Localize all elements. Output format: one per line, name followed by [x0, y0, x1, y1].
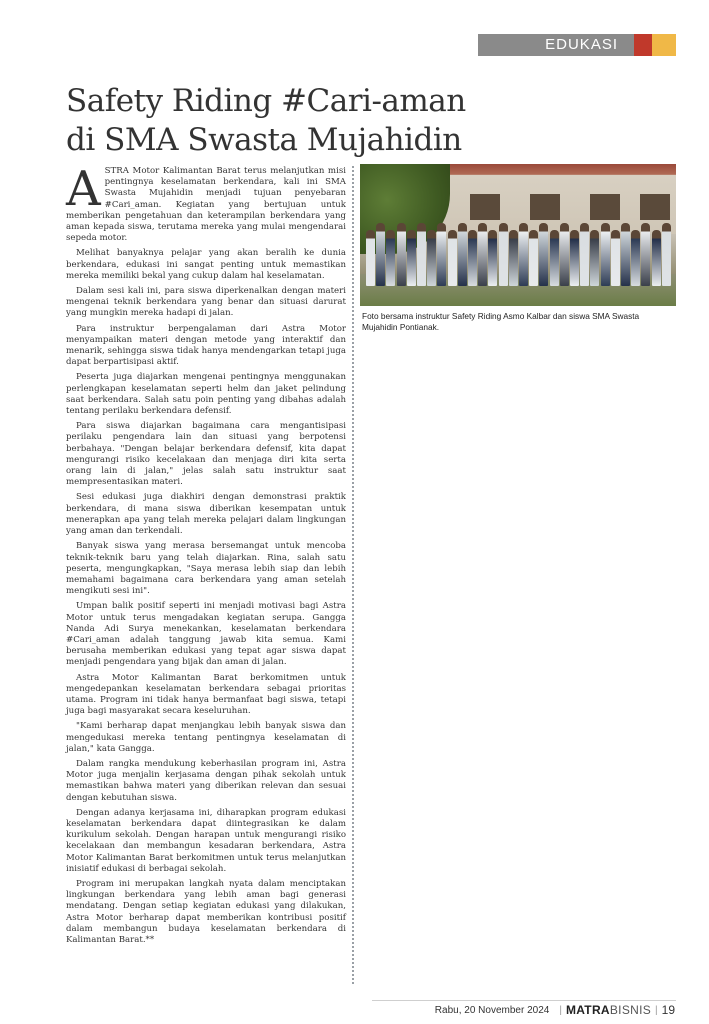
body-paragraph: Astra Motor Kalimantan Barat berkomitmen untuk mengedepankan keselamatan berkendara sebagai prioritas utama. Program ini tidak hanya bermanfaat bagi siswa, tetapi juga bagi masyarakat secara keseluruhan. [66, 672, 346, 717]
photo-person [611, 230, 620, 286]
body-paragraph: Para siswa diajarkan bagaimana cara mengantisipasi perilaku pengendara lain dan situasi yang berpotensi berbahaya. "Dengan belajar berkendara defensif, kita dapat mengurangi risiko kecelakaan dan menjaga diri kita serta orang lain di jalan," jelas salah satu instruktur saat mempresentasikan materi. [66, 421, 346, 488]
photo-person [499, 223, 508, 286]
photo-person [478, 223, 487, 286]
article-title-line-2: di SMA Swasta Mujahidin [66, 122, 462, 158]
footer-brand-bold: MATRA [565, 1003, 610, 1017]
photo-person [397, 223, 406, 286]
photo-person [407, 230, 416, 286]
photo-person [560, 223, 569, 286]
photo-window [530, 194, 560, 220]
group-photo [360, 164, 676, 306]
body-paragraph: "Kami berharap dapat menjangkau lebih banyak siswa dan mengedukasi mereka tentang pentingnya keselamatan di jalan," kata Gangga. [66, 721, 346, 754]
body-paragraph: Peserta juga diajarkan mengenai pentingnya menggunakan perlengkapan keselamatan seperti helm dan jaket pelindung saat berkendara. Salah satu poin penting yang dibahas adalah tentang perilaku berkendara defensif. [66, 372, 346, 417]
article-title-line-1: Safety Riding #Cari-aman [66, 83, 466, 119]
photo-person [376, 223, 385, 286]
footer-separator: | [559, 1004, 562, 1016]
photo-person [601, 223, 610, 286]
column-divider [352, 166, 354, 984]
article-title [66, 82, 486, 160]
photo-person [519, 223, 528, 286]
footer-rule [372, 1000, 676, 1001]
footer-separator: | [655, 1004, 658, 1016]
photo-person [417, 223, 426, 286]
photo-person [641, 223, 650, 286]
section-bar-orange-accent [652, 34, 676, 56]
photo-person [652, 230, 661, 286]
body-paragraph: Dengan adanya kerjasama ini, diharapkan program edukasi keselamatan berkendara dapat diintegrasikan ke dalam kurikulum sekolah. Dengan harapan untuk mengurangi risiko kecelakaan dan membangun kesadaran berkendara, Astra Motor Kalimantan Barat berkomitmen untuk terus melanjutkan inisiatif edukasi di berbagai sekolah. [66, 807, 346, 874]
photo-person [468, 230, 477, 286]
drop-cap: A [66, 161, 101, 217]
photo-person [580, 223, 589, 286]
photo-person [529, 230, 538, 286]
photo-window [470, 194, 500, 220]
body-paragraph: Sesi edukasi juga diakhiri dengan demonstrasi praktik berkendara, di mana siswa diberikan kesempatan untuk menerapkan apa yang telah mereka pelajari dalam lingkungan yang aman dan terkendali. [66, 492, 346, 537]
section-header-bar [478, 34, 676, 56]
footer-brand-light: BISNIS [609, 1003, 652, 1017]
photo-window [640, 194, 670, 220]
photo-person [550, 230, 559, 286]
photo-person [621, 223, 630, 286]
photo-person [458, 223, 467, 286]
photo-person [488, 230, 497, 286]
section-label: EDUKASI [545, 36, 618, 53]
photo-person [539, 223, 548, 286]
article-body [66, 161, 346, 950]
photo-person [662, 223, 671, 286]
page-footer [435, 1002, 675, 1018]
photo-person [509, 230, 518, 286]
photo-person [570, 230, 579, 286]
photo-person [366, 230, 375, 286]
body-paragraph: Melihat banyaknya pelajar yang akan beralih ke dunia berkendara, edukasi ini sangat penting untuk memastikan mereka memiliki bekal yang cukup dalam hal keselamatan. [66, 248, 346, 281]
footer-date: Rabu, 20 November 2024 [434, 1004, 550, 1016]
body-paragraph: Dalam sesi kali ini, para siswa diperkenalkan dengan materi mengenai teknik berkendara yang benar dan situasi darurat yang mungkin mereka hadapi di jalan. [66, 286, 346, 319]
photo-person [590, 230, 599, 286]
body-paragraph: Umpan balik positif seperti ini menjadi motivasi bagi Astra Motor untuk terus mengadakan kegiatan serupa. Gangga Nanda Adi Surya menekankan, keselamatan berkendara #Cari_aman adalah tanggung jawab kita semua. Kami berusaha memberikan edukasi yang tepat agar siswa dapat menjadi pengendara yang bijak dan aman di jalan. [66, 601, 346, 668]
page-number: 19 [661, 1003, 675, 1017]
paragraph-text: STRA Motor Kalimantan Barat terus melanjutkan misi pentingnya keselamatan berkendara, kali ini SMA Swasta Mujahidin menjadi tujuan penyebaran #Cari_aman. Kegiatan yang bertujuan untuk memberikan pengetahuan dan keterampilan berkendara yang aman kepada siswa, terutama mereka yang mulai mengendarai sepeda motor. [66, 166, 346, 244]
photo-caption: Foto bersama instruktur Safety Riding Asmo Kalbar dan siswa SMA Swasta Mujahidin Pontianak. [362, 311, 640, 332]
section-bar-red-accent [634, 34, 652, 56]
body-paragraph: Banyak siswa yang merasa bersemangat untuk mencoba teknik-teknik baru yang telah diajarkan. Rina, salah satu peserta, mengungkapkan, "Saya merasa lebih siap dan lebih memahami bagaimana cara berkendara yang aman setelah mengikuti sesi ini". [66, 541, 346, 597]
photo-person [437, 223, 446, 286]
body-paragraph: Dalam rangka mendukung keberhasilan program ini, Astra Motor juga menjalin kerjasama dengan pihak sekolah untuk memastikan bahwa materi yang diberikan relevan dan sesuai dengan kebutuhan siswa. [66, 758, 346, 803]
body-paragraph: Program ini merupakan langkah nyata dalam menciptakan lingkungan berkendara yang lebih aman bagi generasi mendatang. Dengan setiap kegiatan edukasi yang dilakukan, Astra Motor berharap dapat memberikan kontribusi positif dalam membangun budaya keselamatan berkendara di Kalimantan Barat.** [66, 878, 346, 945]
photo-person [427, 230, 436, 286]
photo-window [590, 194, 620, 220]
body-paragraph: Para instruktur berpengalaman dari Astra Motor menyampaikan materi dengan metode yang interaktif dan menarik, sehingga siswa tidak hanya mendengarkan tetapi juga dapat berpartisipasi aktif. [66, 323, 346, 368]
photo-person [386, 230, 395, 286]
photo-person [631, 230, 640, 286]
photo-person [448, 230, 457, 286]
body-paragraph [66, 161, 346, 244]
